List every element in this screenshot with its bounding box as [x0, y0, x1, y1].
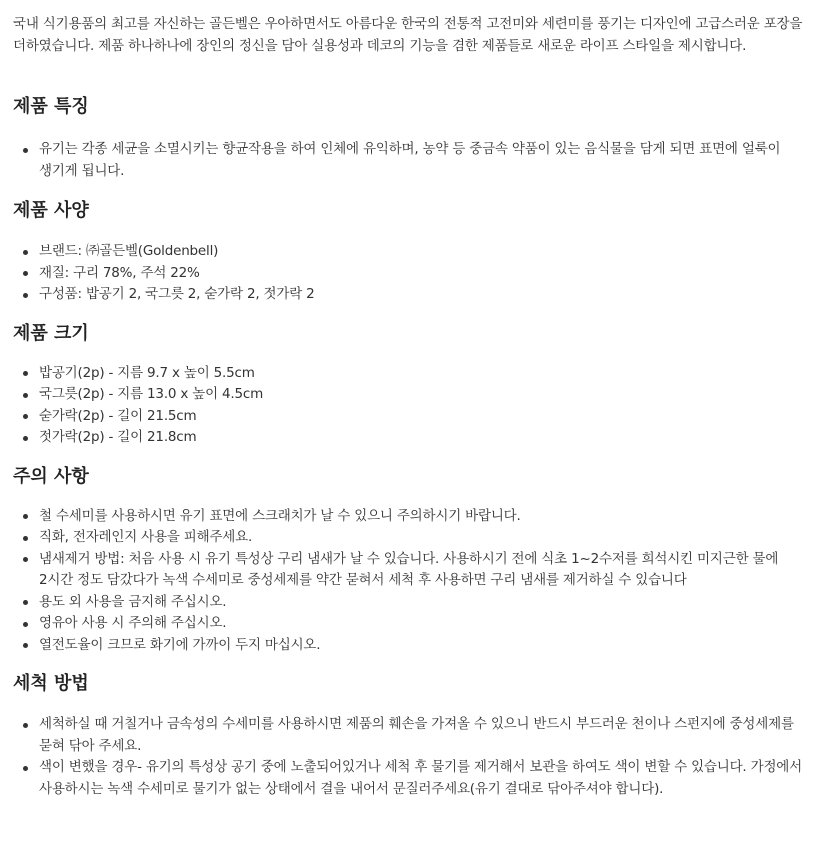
section-cleaning: [13, 672, 811, 800]
section-heading-features: 제품 특징: [13, 96, 89, 117]
list-item: 영유아 사용 시 주의해 주십시오.: [39, 613, 811, 635]
list-item: 열전도율이 크므로 화기에 가까이 두지 마십시오.: [39, 635, 811, 657]
section-size: [13, 322, 811, 449]
list-item: 숟가락(2p) - 길이 21.5cm: [39, 406, 811, 428]
list-item: 유기는 각종 세균을 소멸시키는 향균작용을 하여 인체에 유익하며, 농약 등 중금속 약품이 있는 음식물을 담게 되면 표면에 얼룩이 생기게 됩니다.: [39, 139, 811, 182]
size-list: [13, 363, 811, 449]
list-item: 구성품: 밥공기 2, 국그릇 2, 숟가락 2, 젓가락 2: [39, 284, 811, 306]
section-features: [13, 95, 811, 182]
list-item: 밥공기(2p) - 지름 9.7 x 높이 5.5cm: [39, 363, 811, 385]
section-caution: [13, 465, 811, 657]
intro-paragraph: 국내 식기용품의 최고를 자신하는 골든벨은 우아하면서도 아름다운 한국의 전통적 고전미와 세련미를 풍기는 디자인에 고급스러운 포장을 더하였습니다. 제품 하나하나에 장인의 정신을 담아 실용성과 데코의 기능을 겸한 제품들로 새로운 라이프 스타일을 제시합니다.: [13, 16, 803, 54]
caution-list: [13, 506, 811, 657]
list-item: 국그릇(2p) - 지름 13.0 x 높이 4.5cm: [39, 384, 811, 406]
section-heading-size: 제품 크기: [13, 322, 89, 344]
list-item: 세척하실 때 거칠거나 금속성의 수세미를 사용하시면 제품의 훼손을 가져올 수 있으니 반드시 부드러운 천이나 스펀지에 중성세제를 묻혀 닦아 주세요.: [39, 714, 811, 757]
features-list: [13, 139, 811, 182]
section-heading-specs: 제품 사양: [13, 200, 89, 221]
list-item: 철 수세미를 사용하시면 유기 표면에 스크래치가 날 수 있으니 주의하시기 바랍니다.: [39, 506, 811, 528]
section-heading-cleaning: 세척 방법: [13, 673, 89, 694]
section-heading-caution: 주의 사항: [13, 465, 89, 487]
list-item: 직화, 전자레인지 사용을 피해주세요.: [39, 527, 811, 549]
list-item: 냄새제거 방법: 처음 사용 시 유기 특성상 구리 냄새가 날 수 있습니다. 사용하시기 전에 식초 1~2수저를 희석시킨 미지근한 물에 2시간 정도 담갔다가 녹색 수세미로 중성세제를 약간 묻혀서 세척 후 사용하면 구리 냄새를 제거하실 수 있습니다: [39, 549, 811, 592]
cleaning-list: [13, 714, 811, 800]
list-item: 브랜드: ㈜골든벨(Goldenbell): [39, 241, 811, 263]
list-item: 젓가락(2p) - 길이 21.8cm: [39, 427, 811, 449]
specs-list: [13, 241, 811, 306]
list-item: 용도 외 사용을 금지해 주십시오.: [39, 592, 811, 614]
list-item: 색이 변했을 경우- 유기의 특성상 공기 중에 노출되어있거나 세척 후 물기를 제거해서 보관을 하여도 색이 변할 수 있습니다. 가정에서 사용하시는 녹색 수세미로 물기가 없는 상태에서 결을 내어서 문질러주세요(유기 결대로 닦아주셔야 합니다).: [39, 757, 811, 800]
list-item: 재질: 구리 78%, 주석 22%: [39, 263, 811, 285]
section-specs: [13, 199, 811, 306]
